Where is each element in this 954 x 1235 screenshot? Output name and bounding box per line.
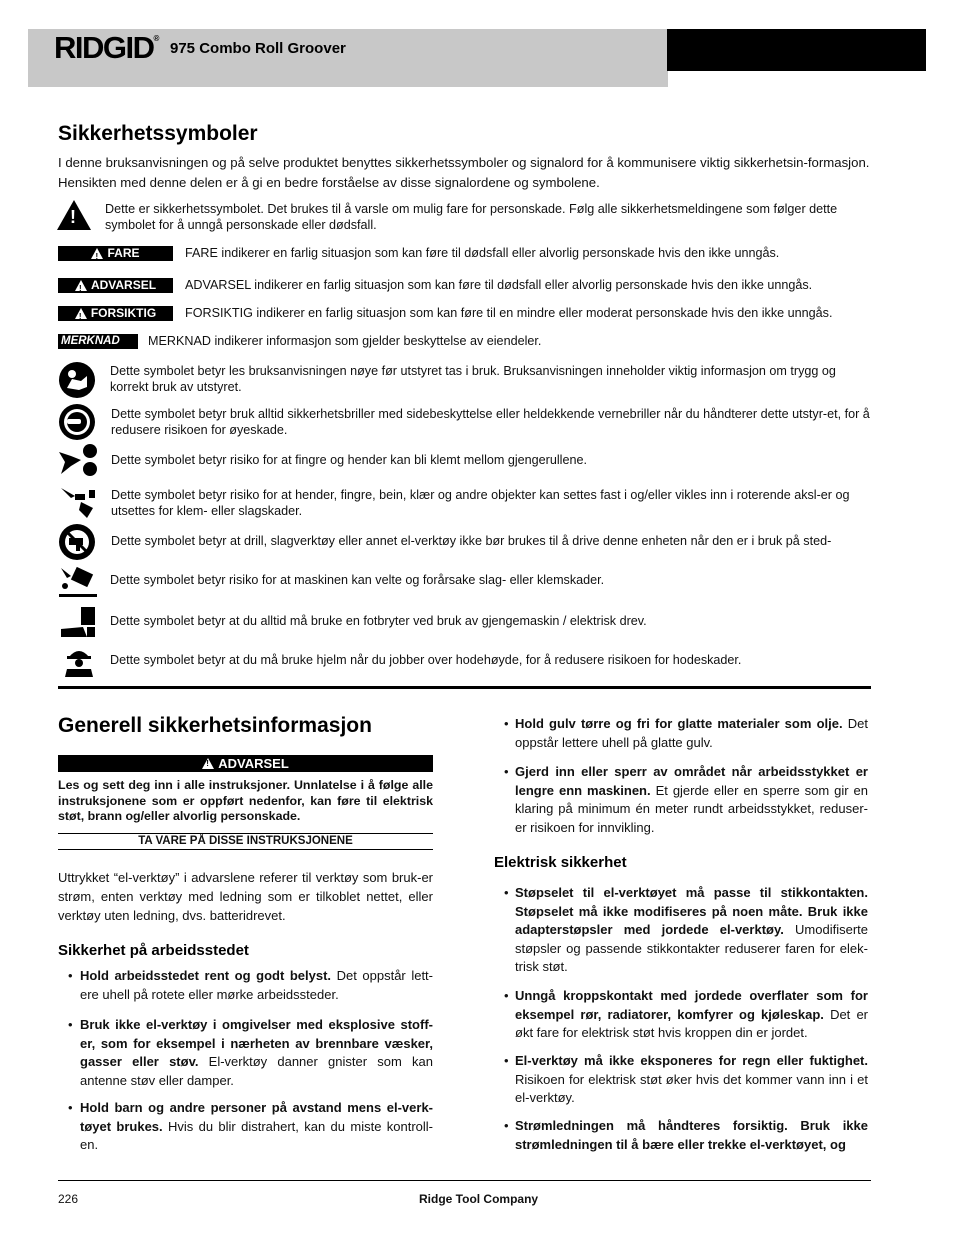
list-item: Hold gulv tørre og fri for glatte materialer som olje. Det oppstår lettere uhell på glatte gulv.: [515, 716, 869, 750]
section-title-symbols: Sikkerhetssymboler: [58, 122, 258, 145]
list-item: El-verktøy må ikke eksponeres for regn eller fuktighet. Risikoen for elektrisk støt øker hvis det kommer vann inn i et el-verktøy.: [515, 1053, 868, 1105]
intro-paragraph: I denne bruksanvisningen og på selve produktet benyttes sikkerhetssymboler og signalord for å kommunisere viktig sikkerhetsin-formasjon. Hensikten med denne delen er å gi en bedre forståelse av disse signalordene og symbolene.: [58, 155, 870, 190]
keep-instructions-label: TA VARE PÅ DISSE INSTRUKSJONENE: [58, 833, 433, 850]
section-divider: [58, 686, 871, 689]
signal-fare: ! FARE: [58, 246, 173, 261]
electrical-safety-title: Elektrisk sikkerhet: [494, 854, 627, 871]
warning-triangle-icon: [75, 280, 87, 291]
signal-merknad: MERKNAD: [58, 334, 138, 349]
alert-symbol-text: Dette er sikkerhetssymbolet. Det brukes til å varsle om mulig fare for personskade. Følg alle sikkerhetsmeldingene som følger dette symbolet for å unngå personskade eller dødsfall.: [105, 202, 838, 232]
signal-forsiktig-text: FORSIKTIG indikerer en farlig situasjon som kan føre til en mindre eller moderat personskade hvis den ikke unngås.: [185, 306, 833, 320]
list-item: Hold arbeidsstedet rent og godt belyst. Det oppstår lett-ere uhell på rotete eller mørke arbeidssteder.: [80, 968, 433, 1002]
icon-text-finger-crush: Dette symbolet betyr risiko for at fingre og hender kan bli klemt mellom gjengerullene.: [111, 453, 587, 467]
warning-text: Les og sett deg inn i alle instruksjoner. Unnlatelse i å følge alle instruksjonene som er oppført nedenfor, kan føre til elektrisk støt, brann og/eller alvorlig personskade.: [58, 778, 433, 823]
icon-text-read-manual: Dette symbolet betyr les bruksanvisningen nøye før utstyret tas i bruk. Bruksanvisningen inneholder viktig informasjon om trygg og korrekt bruk av utstyret.: [110, 364, 836, 394]
entanglement-icon: [57, 484, 101, 520]
signal-merknad-text: MERKNAD indikerer informasjon som gjelder beskyttelse av eiendeler.: [148, 334, 542, 348]
list-item: Hold barn og andre personer på avstand mens el-verk-tøyet brukes. Hvis du blir distrahert, kan du miste kontroll-en.: [80, 1100, 434, 1152]
list-item: Unngå kroppskontakt med jordede overflater som for eksempel rør, radiatorer, komfyrer og kjøleskap. Det er økt fare for elektrisk støt hvis kroppen din er jordet.: [515, 988, 869, 1040]
signal-advarsel: ! ADVARSEL: [58, 278, 173, 293]
list-item: Strømledningen må håndteres forsiktig. Bruk ikke strømledningen til å bære eller trekke el-verktøyet, og: [515, 1118, 868, 1152]
tip-over-icon: [57, 564, 101, 600]
header-shadow: [28, 71, 668, 87]
power-tool-term-text: Uttrykket “el-verktøy” i advarslene referer til verktøy som bruk-er strøm, enten verktøy med ledning som er tilkoblet nettet, eller verktøy uten ledning, dvs. batteridrevet.: [58, 870, 433, 923]
product-title: 975 Combo Roll Groover: [170, 40, 346, 57]
footer-rule: [58, 1180, 871, 1181]
read-manual-icon: [59, 362, 95, 398]
footer-company: Ridge Tool Company: [419, 1192, 539, 1206]
icon-text-hard-hat: Dette symbolet betyr at du må bruke hjelm når du jobber over hodehøyde, for å redusere risikoen for hodeskader.: [110, 653, 742, 667]
warning-triangle-icon: [75, 308, 87, 319]
signal-advarsel-text: ADVARSEL indikerer en farlig situasjon som kan føre til dødsfall eller alvorlig personskade hvis den ikke unngås.: [185, 278, 813, 292]
work-area-title: Sikkerhet på arbeidsstedet: [58, 942, 249, 959]
list-item: Støpselet til el-verktøyet må passe til stikkontakten. Støpselet må ikke modifiseres på noen måte. Bruk ikke adapterstøpsler med jordede el-verktøy. Umodifiserte støpsler og passende stikkontakter reduserer faren for elek-trisk støt.: [515, 885, 868, 974]
foot-switch-icon: [57, 605, 101, 641]
icon-text-safety-glasses: Dette symbolet betyr bruk alltid sikkerhetsbriller med sidebeskyttelse eller heldekkende vernebriller når du håndterer dette utstyr-et, for å redusere risikoen for øyeskade.: [111, 407, 870, 437]
page-number: 226: [58, 1192, 79, 1206]
icon-text-entanglement: Dette symbolet betyr risiko for at hender, fingre, bein, klær og andre objekter kan settes fast i og/eller vikles inn i roterende aksl-er og utsettes for klem- eller slagskader.: [111, 488, 850, 518]
list-item: Bruk ikke el-verktøy i omgivelser med eksplosive stoff-er, som for eksempel i nærheten av brennbare væsker, gasser eller støv. El-verktøy danner gnister som kan antenne støv eller damper.: [80, 1017, 433, 1088]
hard-hat-icon: [57, 643, 101, 679]
ridgid-logo: RIDGID®: [54, 30, 160, 65]
signal-forsiktig: ! FORSIKTIG: [58, 306, 173, 321]
icon-text-tip-over: Dette symbolet betyr risiko for at maskinen kan velte og forårsake slag- eller klemskader.: [110, 573, 605, 587]
list-item: Gjerd inn eller sperr av området når arbeidsstykket er lengre enn maskinen. Et gjerde eller en sperre som gir en klaring på minimum én meter rundt arbeidsstykket, reduser-er risikoen for innvikling.: [515, 764, 869, 835]
no-drill-icon: [59, 524, 95, 560]
safety-glasses-icon: [59, 404, 95, 440]
icon-text-no-drill: Dette symbolet betyr at drill, slagverktøy eller annet el-verktøy ikke bør brukes til å drive denne enheten når den er i bruk på sted-: [111, 534, 832, 548]
warning-banner: ! ADVARSEL: [58, 755, 433, 772]
signal-fare-text: FARE indikerer en farlig situasjon som kan føre til dødsfall eller alvorlig personskade hvis den ikke unngås.: [185, 246, 780, 260]
warning-triangle-icon: [91, 248, 103, 259]
icon-text-foot-switch: Dette symbolet betyr at du alltid må bruke en fotbryter ved bruk av gjengemaskin / elektrisk drev.: [110, 614, 647, 628]
section-title-general: Generell sikkerhetsinformasjon: [58, 714, 372, 737]
header-black-block: [667, 29, 926, 71]
warning-triangle-icon: [202, 758, 214, 769]
finger-crush-icon: [57, 442, 101, 478]
